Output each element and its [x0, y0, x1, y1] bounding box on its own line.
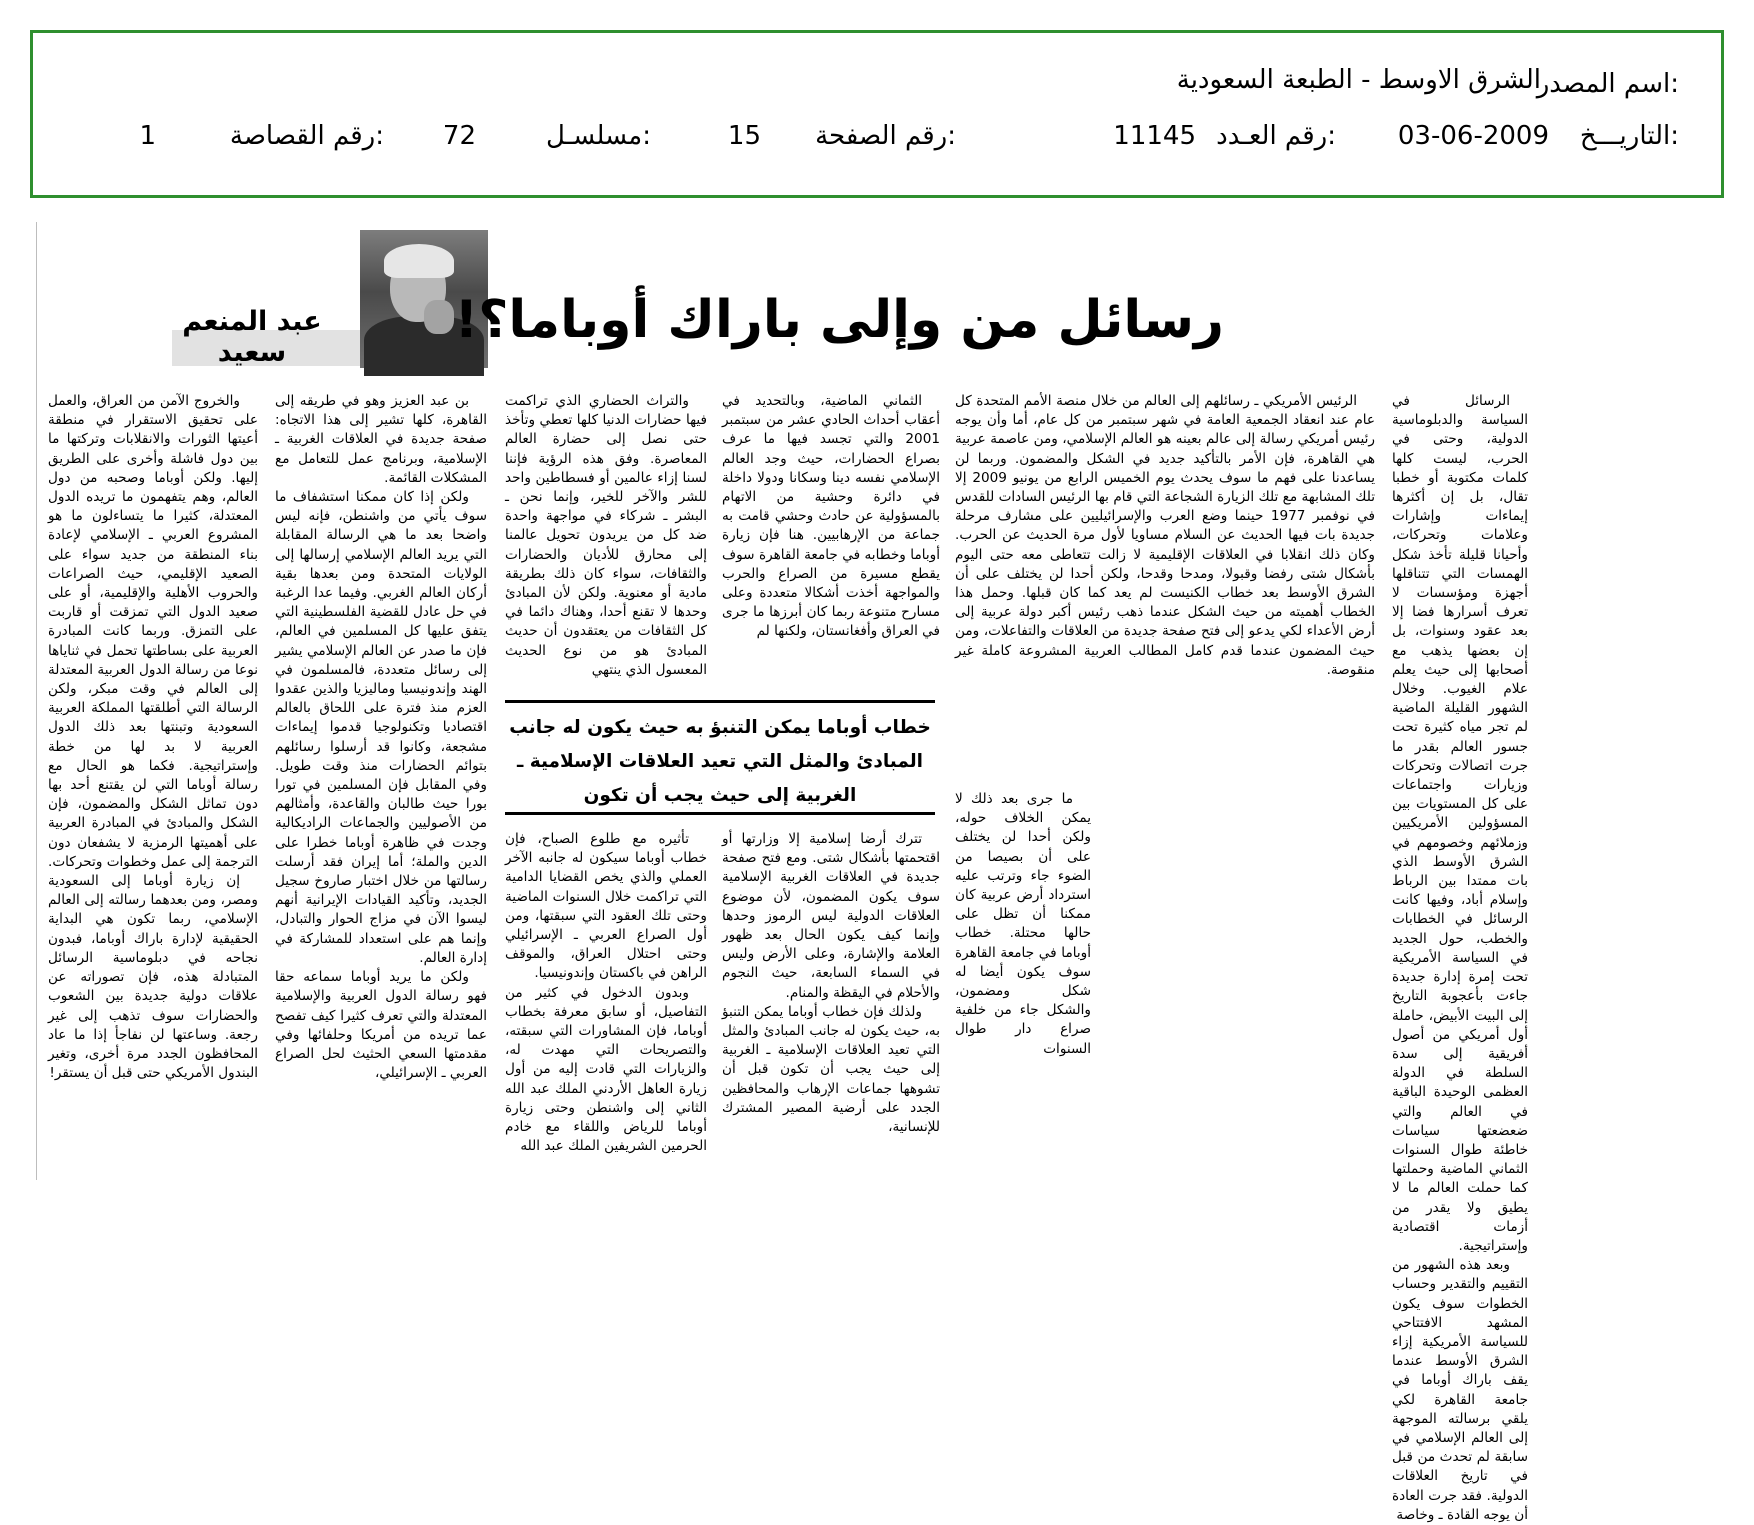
clipping-label: رقم القصاصة: [229, 121, 384, 151]
margin-line [36, 222, 37, 1180]
serial-value: 72 [442, 121, 476, 151]
serial-label: مسلسـل: [546, 121, 651, 151]
paragraph: وبعد هذه الشهور من التقييم والتقدير وحساب الخطوات سوف يكون المشهد الافتتاحي للسياسة الأمريكية إزاء الشرق الأوسط عندما يقف باراك أوباما في جامعة القاهرة لكي يلقي برسالته الموجهة إلى العالم الإسلامي في سابقة لم تحدث من قبل في تاريخ العلاقات الدولية. فقد جرت العادة أن يوجه القادة ـ وخاصة [1392, 1257, 1528, 1523]
column-4 [505, 392, 707, 682]
page-label: رقم الصفحة: [815, 121, 956, 151]
pull-quote: خطاب أوباما يمكن التنبؤ به حيث يكون له جانب المبادئ والمثل التي تعيد العلاقات الإسلامية ـ الغربية إلى حيث يجب أن تكون [505, 700, 935, 815]
column-8 [48, 392, 258, 1172]
page-value: 15 [727, 121, 761, 151]
article-headline: رسائل من وإلى باراك أوباما؟! [454, 290, 1224, 350]
column-2 [955, 392, 1375, 782]
paragraph: الرئيس الأمريكي ـ رسائلهم إلى العالم من خلال منصة الأمم المتحدة كل عام عند انعقاد الجمعية العامة في شهر سبتمبر من كل عام، أما وأن يوجه رئيس أمريكي رسالة إلى عالم بعينه هو العالم الإسلامي، ومن عاصمة عربية هي القاهرة، فإن الأمر بالتأكيد جديد في الشكل والمضمون. وربما لن يساعدنا على فهم ما سوف يحدث يوم الخميس الرابع من يونيو 2009 إلا تلك المشابهة مع تلك الزيارة الشجاعة التي قام بها الرئيس السادات للقدس في نوفمبر 1977 حينما وضع العرب والإسرائيليين على مشارف مرحلة جديدة بات فيها الحديث عن السلام مساويا لأول مرة الحديث عن الحرب. وكان ذلك انقلابا في العلاقات الإقليمية لا زالت تتعاطى معه حتى اليوم بأشكال شتى رفضا وقبولا، ومدحا وقدحا، ولكن أحدا لن يختلف على أن الشرق الأوسط بعد خطاب الكنيست لم يعد كما كان قبلها. وحمل هذا الخطاب أهميته من حيث الشكل عندما ذهب رئيس أكبر دولة عربية إلى أرض الأعداء لكي يدعو إلى فتح صفحة جديدة من العلاقات والتفاعلات، ومن حيث المضمون عندما قدم كامل المطالب العربية المشروعة كاملة غير منقوصة. [955, 393, 1375, 678]
date-value: 03-06-2009 [1397, 121, 1549, 151]
document-header [30, 30, 1724, 198]
paragraph: الرسائل في السياسة والدبلوماسية الدولية، وحتى في الحرب، ليست كلها كلمات مكتوبة أو خطبا تقال، بل إن أكثرها إيماءات وإشارات وعلامات وتحركات، وأحيانا قليلة تأخذ شكل الهمسات التي تتناقلها أجهزة ومؤسسات لا تعرف أسرارها فضا إلا بعد عقود وسنوات، بل إن بعضها يذهب مع أصحابها إلى حيث يعلم علام الغيوب. وخلال الشهور القليلة الماضية لم تجر مياه كثيرة تحت جسور العالم بقدر ما جرت اتصالات وتحركات وزيارات واجتماعات على كل المستويات بين المسؤولين الأمريكيين وزملائهم وخصومهم في الشرق الأوسط الذي بات ممتدا بين الرباط وإسلام أباد، وفيها كانت الرسائل في الخطابات والخطب، حول الجديد في السياسة الأمريكية تحت إمرة إدارة جديدة جاءت بأعجوبة التاريخ إلى البيت الأبيض، حاملة أول أمريكي من أصول أفريقية إلى سدة السلطة في الدولة العظمى الوحيدة الباقية في العالم والتي ضعضعتها سياسات خاطئة طوال السنوات الثماني الماضية وحملتها كما حملت العالم ما لا يطيق ولا يقدر من أزمات اقتصادية وإستراتيجية. [1392, 393, 1528, 1254]
paragraph: إن زيارة أوباما إلى السعودية ومصر، ومن بعدهما رسالته إلى العالم الإسلامي، ربما تكون هي البداية الحقيقية لإدارة باراك أوباما، فبدون نجاحه في دبلوماسية الرسائل المتبادلة هذه، فإن تصوراته عن علاقات دولية جديدة بين الشعوب والحضارات سوف تذهب إلى غير رجعة. وساعتها لن نفاجأ إذا ما عاد المحافظون الجدد مرة أخرى، وتغير البندول الأمريكي حتى قبل أن يستقر! [48, 873, 258, 1082]
column-6 [505, 830, 707, 1172]
source-label: اسم المصدر: [1536, 69, 1679, 99]
column-5 [722, 830, 940, 1172]
author-name: عبد المنعم سعيد [182, 306, 322, 368]
paragraph: ولكن ما يريد أوباما سماعه حقا فهو رسالة الدول العربية والإسلامية المعتدلة والتي تعرف كثيرا كيف تفصح عما تريده من أمريكا وحلفائها وفي مقدمتها السعي الحثيث لحل الصراع العربي ـ الإسرائيلي، [275, 969, 487, 1082]
issue-label: رقم العـدد: [1216, 121, 1336, 151]
source-value: الشرق الاوسط - الطبعة السعودية [1176, 65, 1541, 95]
paragraph: ولكن إذا كان ممكنا استشفاف ما سوف يأتي من واشنطن، فإنه ليس واضحا بعد ما هي الرسالة المقابلة التي يريد العالم الإسلامي إرسالها إلى الولايات المتحدة ومن بعدها بقية أركان العالم الغربي. وفيما عدا الرغبة في حل عادل للقضية الفلسطينية التي يتفق عليها كل المسلمين في العالم، فإن ما صدر عن العالم الإسلامي يشير إلى رسائل متعددة، فالمسلمون في الهند وإندونيسيا وماليزيا والذين عقدوا العزم منذ فترة على اللحاق بالعالم اقتصاديا وتكنولوجيا قدموا إيماءات مشجعة، وكانوا قد أرسلوا رسائلهم بتوائم الحضارات منذ وقت طويل. وفي المقابل فإن المسلمين في تورا بورا حيث طالبان والقاعدة، وأمثالهم من الأصوليين والجماعات الراديكالية وجدت في ظاهرة أوباما خطرا على الدين والملة؛ أما إيران فقد أرسلت رسالتها من خلال اختبار صاروخ سجيل الجديد، وتأكيد القيادات الإيرانية أنهم ليسوا الآن في مزاج الحوار والتبادل، وإنما هم على استعداد للمشاركة في إدارة العالم. [275, 489, 487, 966]
date-label: التاريـــخ: [1579, 121, 1679, 151]
paragraph: الثماني الماضية، وبالتحديد في أعقاب أحداث الحادي عشر من سبتمبر 2001 والتي تجسد فيها ما عرف بصراع الحضارات، حيث وجد العالم الإسلامي نفسه دينا وسكانا ودولا داخلة في دائرة وحشية من الاتهام بالمسؤولية عن حادث وحشي قامت به جماعة من الإرهابيين. هنا فإن زيارة أوباما وخطابه في جامعة القاهرة سوف يقطع مسيرة من الصراع والحرب والمواجهة أخذت أشكالا متعددة وعلى مسارح متنوعة ربما كان أبرزها ما جرى في العراق وأفغانستان، ولكنها لم [722, 393, 940, 640]
paragraph: تترك أرضا إسلامية إلا وزارتها أو اقتحمتها بأشكال شتى. ومع فتح صفحة جديدة في العلاقات الغربية الإسلامية سوف يكون المضمون، لأن موضوع العلاقات الدولية ليس الرموز وحدها وإنما كيف يكون الحال بعد ظهور العلامة والإشارة، وعلى الأرض وليس في السماء السابعة، حيث النجوم والأحلام في اليقظة والمنام. [722, 831, 940, 1001]
paragraph: ما جرى بعد ذلك لا يمكن الخلاف حوله، ولكن أحدا لن يختلف على أن بصيصا من الضوء جاء وترتب عليه استرداد أرض عربية كان ممكنا أن تظل على حالها محتلة. خطاب أوباما في جامعة القاهرة سوف يكون أيضا له شكل ومضمون، والشكل جاء من خلفية صراع دار طوال السنوات [955, 791, 1091, 1057]
column-3 [722, 392, 940, 682]
paragraph: بن عبد العزيز وهو في طريقه إلى القاهرة، كلها تشير إلى هذا الاتجاه: صفحة جديدة في العلاقات الغربية ـ الإسلامية، وبرنامج عمل للتعامل مع المشكلات القائمة. [275, 393, 487, 486]
paragraph: تأثيره مع طلوع الصباح، فإن خطاب أوباما سيكون له جانبه الآخر العملي والذي يخص القضايا الدامية التي تراكمت خلال السنوات الماضية وحتى تلك العقود التي سبقتها، ومن أول الصراع العربي ـ الإسرائيلي وحتى احتلال العراق، والموقف الراهن في باكستان وإندونيسيا. [505, 831, 707, 982]
column-7 [275, 392, 487, 1172]
issue-value: 11145 [1113, 121, 1196, 151]
paragraph: والتراث الحضاري الذي تراكمت فيها حضارات الدنيا كلها تعطي وتأخذ حتى نصل إلى حضارة العالم المعاصرة. وفق هذه الرؤية فإننا لسنا إزاء عالمين أو فسطاطين واحد للشر والآخر للخير، وإنما نحن ـ البشر ـ شركاء في مواجهة واحدة ضد كل من يريدون تحويل عالمنا إلى محارق للأديان والحضارات والثقافات، سواء كان ذلك بطريقة مادية أو معنوية. ولكن لأن المبادئ وحدها لا تقنع أحدا، وهناك دائما في كل الثقافات من يعتقدون أن حديث المبادئ هو من نوع الحديث المعسول الذي ينتهي [505, 393, 707, 678]
paragraph: والخروج الآمن من العراق، والعمل على تحقيق الاستقرار في منطقة أعيتها الثورات والانقلابات وتركتها ما بين دول فاشلة وأخرى على الطريق إليها. ولكن أوباما وصحبه من دول العالم، وهم يتفهمون ما تريده الدول المعتدلة، كثيرا ما يتساءلون ما هو المشروع العربي ـ الإسلامي لإعادة بناء المنطقة من جديد سواء على الصعيد الإقليمي، حيث الصراعات والحروب الأهلية والإقليمية، أو على صعيد الدول التي تمزقت أو قاربت على التمزق. وربما كانت المبادرة العربية على بساطتها تحمل في ثناياها نوعا من رسالة الدول العربية المعتدلة إلى العالم في وقت مبكر، ولكن الرسالة التي أطلقتها المملكة العربية السعودية وتبنتها بعد ذلك الدول العربية لا بد لها من خطة وإستراتيجية. فكما هو الحال مع رسالة أوباما التي لن يقتنع أحد بها دون تماثل الشكل والمضمون، فإن الشكل والمبادئ في المبادرة العربية على أهميتها الرمزية لا يشفعان دون الترجمة إلى عمل وخطوات وتحركات. [48, 393, 258, 870]
paragraph: ولذلك فإن خطاب أوباما يمكن التنبؤ به، حيث يكون له جانب المبادئ والمثل التي تعيد العلاقات الإسلامية ـ الغربية إلى حيث يجب أن تكون قبل أن تشوهها جماعات الإرهاب والمحافظين الجدد على أرضية المصير المشترك للإنسانية، [722, 1003, 940, 1136]
column-2b [955, 790, 1091, 1172]
paragraph: وبدون الدخول في كثير من التفاصيل، أو سابق معرفة بخطاب أوباما، فإن المشاورات التي سبقته، والتصريحات التي مهدت له، والزيارات التي قادت إليه من أول زيارة العاهل الأردني الملك عبد الله الثاني إلى واشنطن وحتى زيارة أوباما للرياض واللقاء مع خادم الحرمين الشريفين الملك عبد الله [505, 984, 707, 1155]
column-1 [1392, 392, 1528, 1523]
clipping-value: 1 [139, 121, 156, 151]
